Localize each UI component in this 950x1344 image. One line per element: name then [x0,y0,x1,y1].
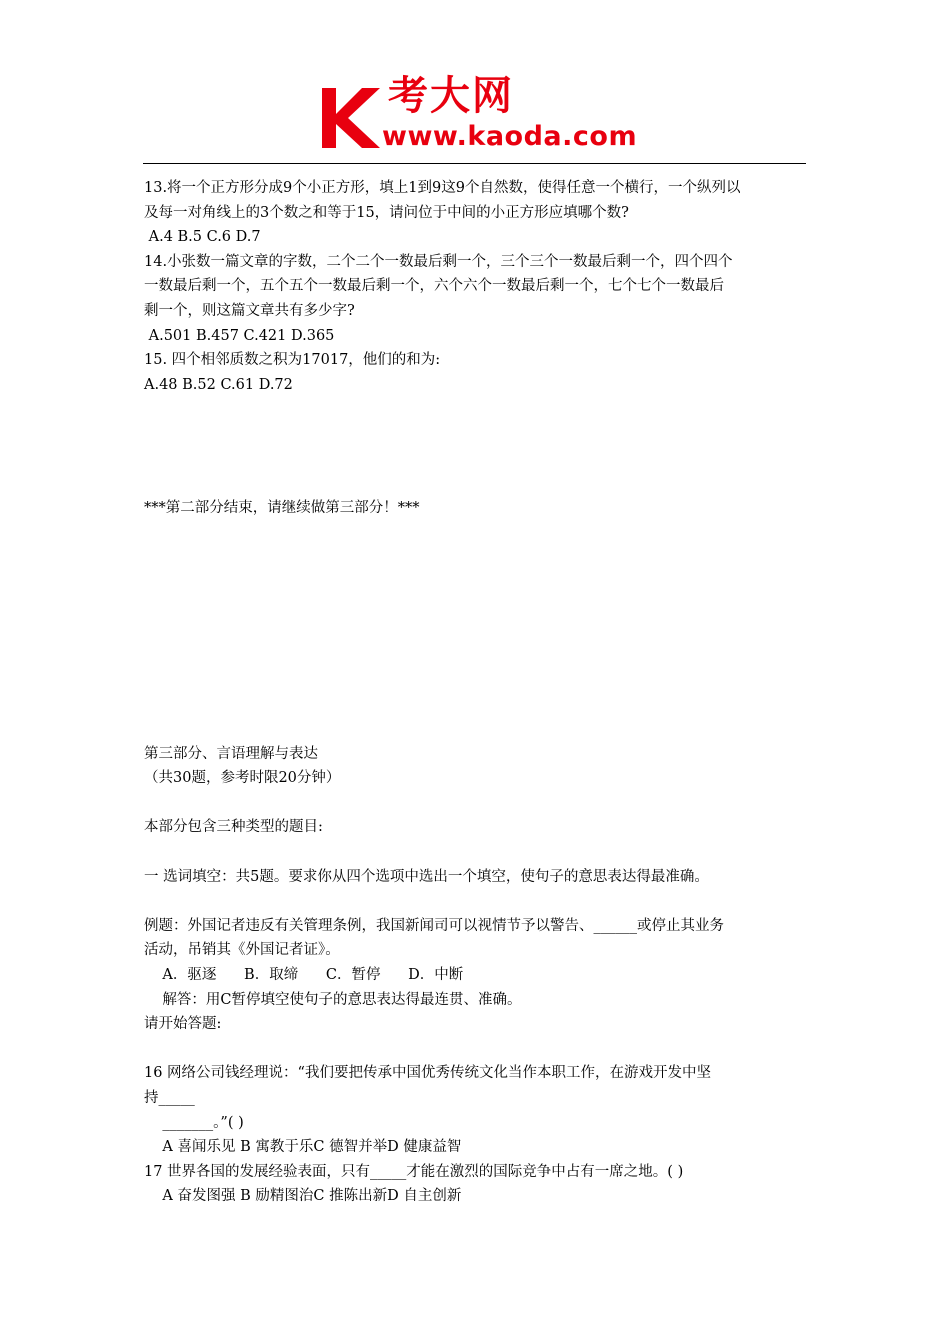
type1-description: 一 选词填空：共5题。要求你从四个选项中选出一个填空，使句子的意思表达得最准确。 [144,868,709,885]
q13-line-2: 及每一对角线上的3个数之和等于15，请问位于中间的小正方形应填哪个数? [144,204,629,221]
logo-title: 考大网 [388,73,514,119]
q14-line-1: 14.小张数一篇文章的字数，二个二个一数最后剩一个，三个三个一数最后剩一个，四个四个 [144,253,733,270]
example-answer: 解答：用C暂停填空使句子的意思表达得最连贯、准确。 [144,991,522,1008]
q14-line-3: 剩一个，则这篇文章共有多少字? [144,302,355,319]
logo-url: www.kaoda.com [382,121,638,152]
part3-intro: 本部分包含三种类型的题目: [144,819,323,836]
part3-title: 第三部分、言语理解与表达 [144,745,318,762]
header-divider [143,163,806,164]
q14-options: A.501 B.457 C.421 D.365 [144,327,335,344]
q13-options: A.4 B.5 C.6 D.7 [144,229,261,246]
q16-line-2: 持_____ [144,1089,195,1106]
logo-k-icon [318,84,388,150]
start-prompt: 请开始答题: [144,1016,222,1033]
part2-end-note: ***第二部分结束，请继续做第三部分！*** [144,499,420,516]
q17-options: A 奋发图强 B 励精图治C 推陈出新D 自主创新 [144,1188,462,1205]
q15-options: A.48 B.52 C.61 D.72 [144,376,293,393]
example-line-2: 活动，吊销其《外国记者证》。 [144,942,340,959]
q16-options: A 喜闻乐见 B 寓教于乐C 德智并举D 健康益智 [144,1139,462,1156]
part3-subtitle: （共30题，参考时限20分钟） [144,770,341,787]
q17-line-1: 17 世界各国的发展经验表面，只有_____才能在激烈的国际竞争中占有一席之地。( ) [144,1163,684,1180]
example-options: A．驱逐 B．取缔 C．暂停 D．中断 [144,967,464,983]
document-body [144,176,808,1209]
example-line-1: 例题：外国记者违反有关管理条例，我国新闻司可以视情节予以警告、______或停止其业务 [144,917,724,934]
q14-line-2: 一数最后剩一个，五个五个一数最后剩一个，六个六个一数最后剩一个，七个七个一数最后 [144,278,724,295]
q16-line-1: 16 网络公司钱经理说：“我们要把传承中国优秀传统文化当作本职工作，在游戏开发中坚 [144,1065,711,1082]
q16-line-3: _______。”( ) [144,1114,244,1131]
kaoda-logo [318,73,648,160]
q15-line-1: 15. 四个相邻质数之积为17017，他们的和为: [144,352,441,369]
q13-line-1: 13.将一个正方形分成9个小正方形，填上1到9这9个自然数，使得任意一个横行，一个纵列以 [144,180,741,196]
